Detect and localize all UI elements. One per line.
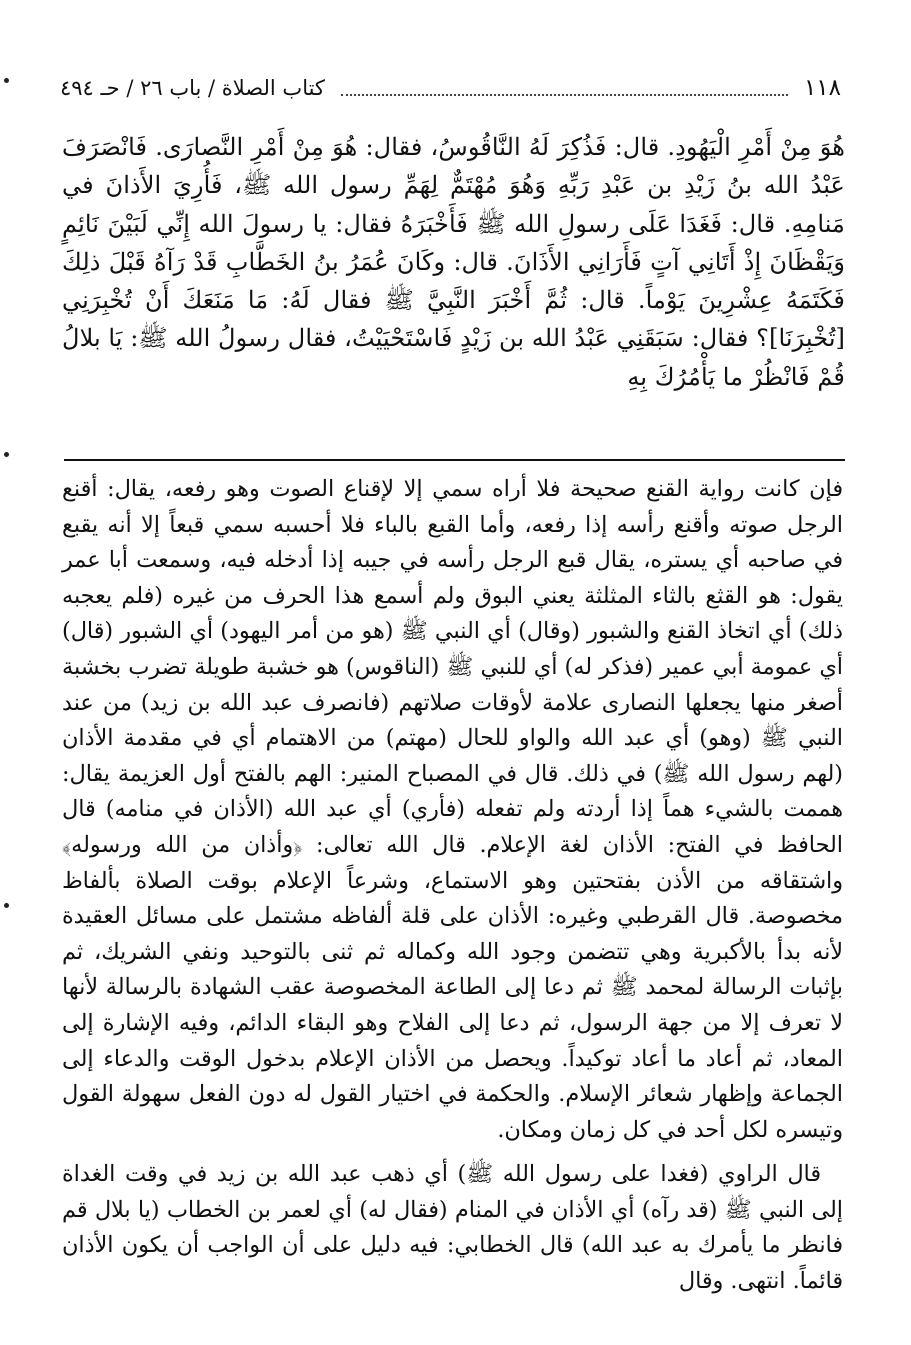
margin-speck [4, 452, 9, 457]
hadith-paragraph: هُوَ مِنْ أَمْرِ الْيَهُودِ. قال: فَذُكِرَ لَهُ النَّاقُوسُ، فقال: هُوَ مِنْ أَمْرِ النَّصارَى. فَانْصَرَفَ عَبْدُ الله بنُ زَيْدِ بن عَبْدِ رَبِّهِ وَهُوَ مُهْتَمٌّ لِهَمِّ رسول الله ﷺ، فَأُرِيَ الأَذانَ في مَنامِهِ. قال: فَغَدَا عَلَى رسولِ الله ﷺ فَأَخْبَرَهُ فقال: يا رسولَ الله إِنِّي لَبَيْنَ نَائِمٍ وَيَقْظَانَ إِذْ أَتَانِي آتٍ فَأَرَانِي الأَذَانَ. قال: وكَانَ عُمَرُ بنُ الخَطَّابِ قَدْ رَآهُ قَبْلَ ذلِكَ فَكَتَمَهُ عِشْرِينَ يَوْماً. قال: ثُمَّ أَخْبَرَ النَّبِيَّ ﷺ فقال لَهُ: مَا مَنَعَكَ أَنْ تُخْبِرَنِي [تُخْبِرَنَا]؟ فقال: سَبَقَنِي عَبْدُ الله بن زَيْدٍ فَاسْتَحْيَيْتُ، فقال رسولُ الله ﷺ: يَا بلالُ قُمْ فَانْظُرْ ما يَأْمُرُكَ بِهِ [62, 133, 845, 391]
commentary-paragraph-1: فإن كانت رواية القنع صحيحة فلا أراه سمي إلا لإقناع الصوت وهو رفعه، يقال: أقنع الرجل صوته وأقنع رأسه إذا رفعه، وأما القبع بالباء فلا أحسبه سمي قبعاً إلا أنه يقبع في صاحبه أي يستره، يقال قبع الرجل رأسه في جيبه إذا أدخله فيه، وسمعت أبا عمر يقول: هو القثع بالثاء المثلثة يعني البوق ولم أسمع هذا الحرف من غيره (فلم يعجبه ذلك) أي اتخاذ القنع والشبور (وقال) أي النبي ﷺ (هو من أمر اليهود) أي الشبور (قال) أي عمومة أبي عمير (فذكر له) أي للنبي ﷺ (الناقوس) هو خشبة طويلة تضرب بخشبة أصغر منها يجعلها النصارى علامة لأوقات صلاتهم (فانصرف عبد الله بن زيد) من عند النبي ﷺ (وهو) أي عبد الله والواو للحال (مهتم) من الاهتمام أي في مقدمة الأذان (لهم رسول الله ﷺ) في ذلك. قال في المصباح المنير: الهم بالفتح أول العزيمة يقال: هممت بالشيء هماً إذا أردته ولم تفعله (فأري) أي عبد الله (الأذان في منامه) قال الحافظ في الفتح: الأذان لغة الإعلام. قال الله تعالى: ﴿وأذان من الله ورسوله﴾ واشتقاقه من الأذن بفتحتين وهو الاستماع، وشرعاً الإعلام بوقت الصلاة بألفاظ مخصوصة. قال القرطبي وغيره: الأذان على قلة ألفاظه مشتمل على مسائل العقيدة لأنه بدأ بالأكبرية وهي تتضمن وجود الله وكماله ثم ثنى بالتوحيد ونفي الشريك، ثم بإثبات الرسالة لمحمد ﷺ ثم دعا إلى الطاعة المخصوصة عقب الشهادة بالرسالة لأنها لا تعرف إلا من جهة الرسول، ثم دعا إلى الفلاح وهو البقاء الدائم، وفيه الإشارة إلى المعاد، ثم أعاد ما أعاد توكيداً. ويحصل من الأذان الإعلام بدخول الوقت والدعاء إلى الجماعة وإظهار شعائر الإسلام. والحكمة في اختيار القول له دون الفعل سهولة القول وتيسره لكل أحد في كل زمان ومكان. [62, 476, 843, 1143]
page-number: ١١٨ [803, 75, 841, 101]
footnote-divider [64, 459, 845, 461]
hadith-text [62, 128, 845, 396]
commentary-paragraph-2: قال الراوي (فغدا على رسول الله ﷺ) أي ذهب عبد الله بن زيد في وقت الغداة إلى النبي ﷺ (قد رآه) أي الأذان في المنام (فقال له) أي لعمر بن الخطاب (يا بلال قم فانظر ما يأمرك به عبد الله) قال الخطابي: فيه دليل على أن الواجب أن يكون الأذان قائماً. انتهى. وقال [62, 1161, 844, 1295]
header-dotted-leader [341, 76, 788, 96]
commentary [62, 472, 843, 1300]
page-header [60, 72, 841, 102]
margin-speck [4, 78, 9, 83]
running-title: كتاب الصلاة / باب ٢٦ / حـ ٤٩٤ [60, 76, 325, 100]
margin-speck [4, 903, 9, 908]
